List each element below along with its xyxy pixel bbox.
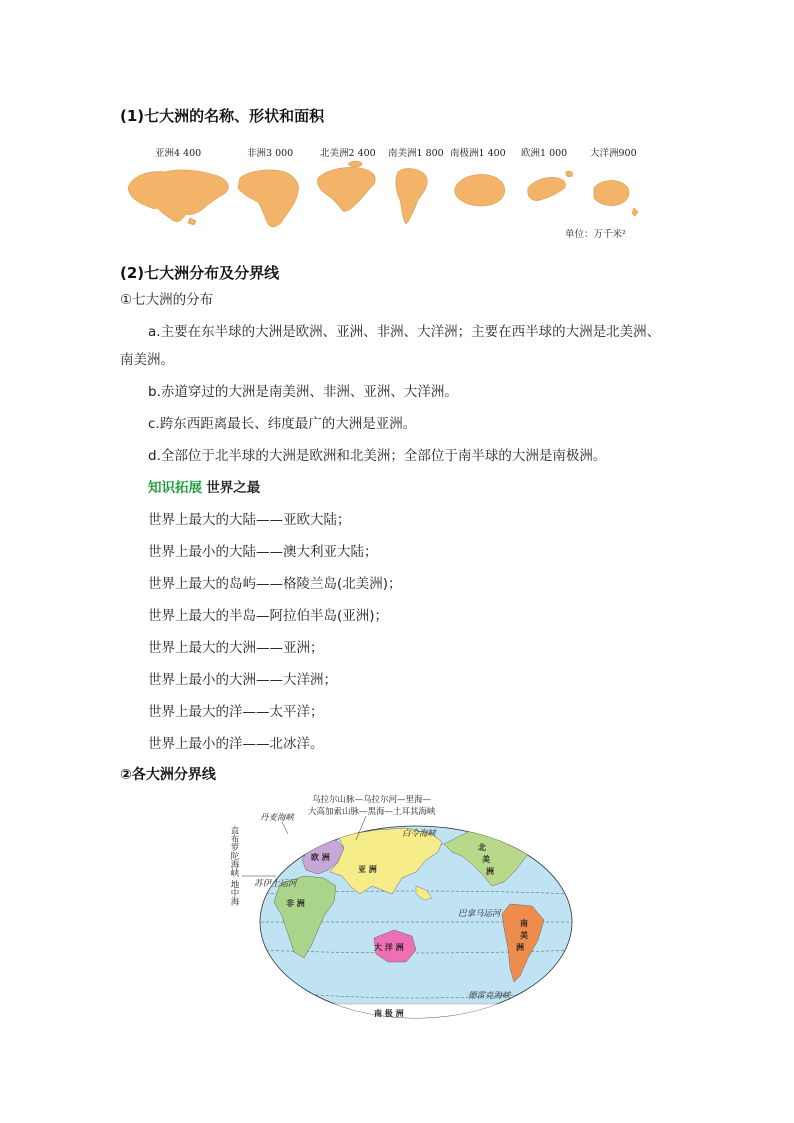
south-america-shape: [396, 169, 427, 224]
continent-label-oceania: 大洋洲900: [590, 148, 637, 159]
fact-item: 世界上最大的洋——太平洋；: [148, 704, 324, 720]
continent-label-antarctica: 南极洲1 400: [450, 148, 506, 159]
fact-item: 世界上最小的大陆——澳大利亚大陆；: [148, 544, 378, 560]
continent-shapes-figure: [120, 140, 650, 240]
continent-shapes: [120, 158, 650, 230]
north-america-shape: [317, 167, 375, 211]
map-label-north-america-2: 美: [482, 855, 490, 864]
label-drake-passage: 德雷克海峡: [468, 991, 511, 1001]
europe-shape: [528, 177, 566, 200]
continent-boundary-map: [226, 790, 586, 1022]
continent-label-africa: 非洲3 000: [247, 148, 294, 159]
label-panama-canal: 巴拿马运河: [458, 909, 501, 919]
label-bering-strait: 白令海峡: [402, 829, 437, 839]
africa-shape: [238, 170, 298, 227]
label-suez-canal: 苏伊士运河: [254, 879, 297, 889]
map-label-north-america-3: 洲: [486, 867, 494, 876]
fact-item: 世界上最大的大陆——亚欧大陆；: [148, 512, 351, 528]
map-label-north-america-1: 北: [478, 843, 486, 852]
label-denmark-strait: 丹麦海峡: [260, 813, 295, 823]
map-label-antarctica: 南 极 洲: [374, 1009, 404, 1018]
map-label-south-america-2: 美: [520, 931, 528, 940]
fact-item: 世界上最大的半岛—阿拉伯半岛(亚洲)；: [148, 608, 389, 624]
subsection-distribution: ①七大洲的分布: [120, 292, 214, 308]
area-unit: 单位：万千米²: [565, 229, 626, 240]
item-a-line2: 南美洲。: [120, 352, 174, 368]
fact-item: 世界上最大的岛屿——格陵兰岛(北美洲)；: [148, 576, 402, 592]
knowledge-heading: [148, 482, 260, 496]
item-d: d.全部位于北半球的大洲是欧洲和北美洲；全部位于南半球的大洲是南极洲。: [148, 448, 607, 464]
fact-item: 世界上最大的大洲——亚洲；: [148, 640, 324, 656]
item-a-line1: a.主要在东半球的大洲是欧洲、亚洲、非洲、大洋洲；主要在西半球的大洲是北美洲、: [148, 324, 661, 340]
item-b: b.赤道穿过的大洲是南美洲、非洲、亚洲、大洋洲。: [148, 384, 458, 400]
continent-label-north-america: 北美洲2 400: [320, 148, 376, 159]
map-label-south-america-3: 洲: [516, 943, 524, 952]
map-label-africa: 非 洲: [286, 899, 305, 908]
map-label-europe: 欧 洲: [311, 853, 330, 862]
knowledge-title: 世界之最: [206, 480, 261, 496]
oceania-shape: [594, 181, 629, 206]
subsection-boundaries: ②各大洲分界线: [120, 767, 216, 783]
continent-label-south-america: 南美洲1 800: [388, 148, 444, 159]
map-label-asia: 亚 洲: [358, 865, 377, 874]
label-ural-line1: 乌拉尔山脉—乌拉尔河—里海—: [312, 795, 432, 805]
knowledge-tag: 知识拓展: [148, 480, 202, 496]
section1-title: (1)七大洲的名称、形状和面积: [120, 107, 325, 125]
label-ural-line2: 大高加索山脉—黑海—土耳其海峡: [308, 807, 436, 817]
map-label-south-america-1: 南: [520, 919, 528, 928]
fact-item: 世界上最小的大洲——大洋洲；: [148, 672, 337, 688]
continent-label-europe: 欧洲1 000: [521, 148, 568, 159]
label-gibraltar-strait: 直布罗陀海峡: [229, 826, 239, 877]
item-c: c.跨东西距离最长、纬度最广的大洲是亚洲。: [148, 416, 417, 432]
asia-shape: [128, 170, 228, 222]
continent-label-asia: 亚洲4 400: [155, 148, 202, 159]
map-label-oceania: 大 洋 洲: [374, 943, 404, 952]
fact-item: 世界上最小的洋——北冰洋。: [148, 736, 324, 752]
label-mediterranean: 地中海: [229, 880, 239, 906]
label-gibraltar-vertical: [229, 825, 239, 905]
antarctica-region: [266, 1004, 566, 1022]
section2-title: (2)七大洲分布及分界线: [120, 264, 280, 282]
antarctica-shape: [455, 174, 505, 206]
